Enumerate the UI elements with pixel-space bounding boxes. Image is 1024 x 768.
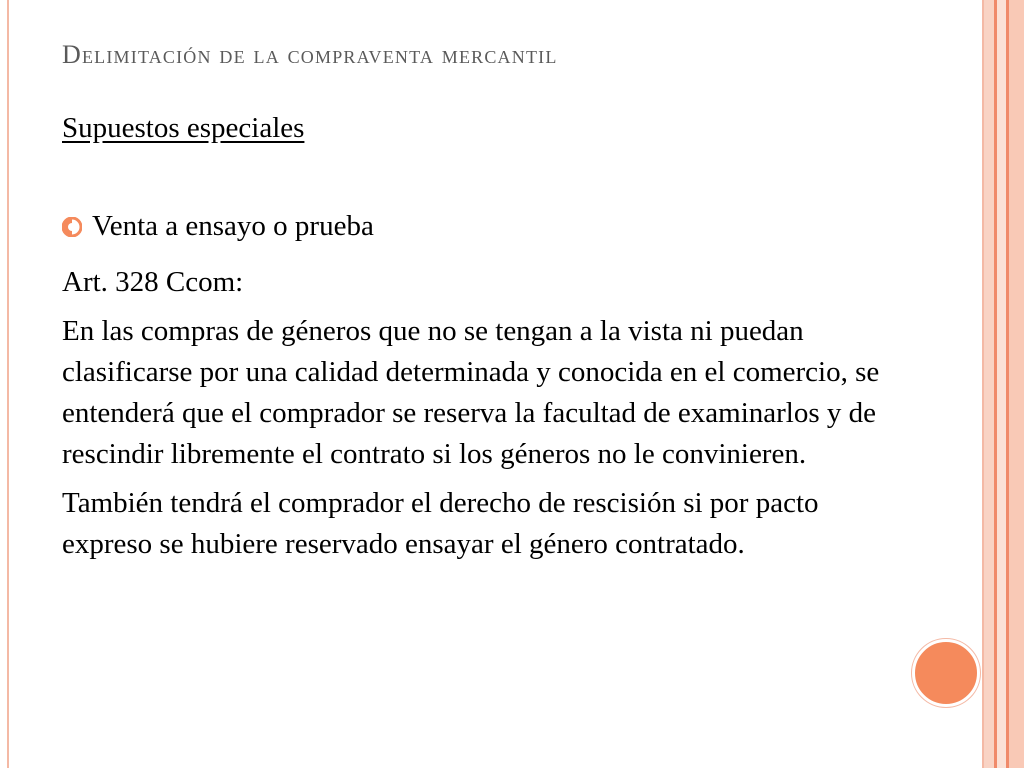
bullet-item [62, 210, 374, 243]
section-subtitle: Supuestos especiales [62, 112, 305, 144]
slide-body [62, 262, 912, 565]
bullet-text: Venta a ensayo o prueba [92, 210, 374, 242]
bullet-orange-icon [62, 217, 82, 237]
paragraph-1: En las compras de géneros que no se tengan a la vista ni puedan clasificarse por una calidad determinada y conocida en el comercio, se entenderá que el comprador se reserva la facultad de examinarlos y de rescindir libremente el contrato si los géneros no le convinieren. [62, 315, 880, 470]
decorative-stripes [984, 0, 1024, 768]
paragraph-2: También tendrá el comprador el derecho de rescisión si por pacto expreso se hubiere reservado ensayar el género contratado. [62, 487, 819, 560]
decorative-circle [912, 639, 980, 707]
article-reference: Art. 328 Ccom: [62, 266, 244, 298]
slide-title: Delimitación de la compraventa mercantil [62, 40, 558, 69]
